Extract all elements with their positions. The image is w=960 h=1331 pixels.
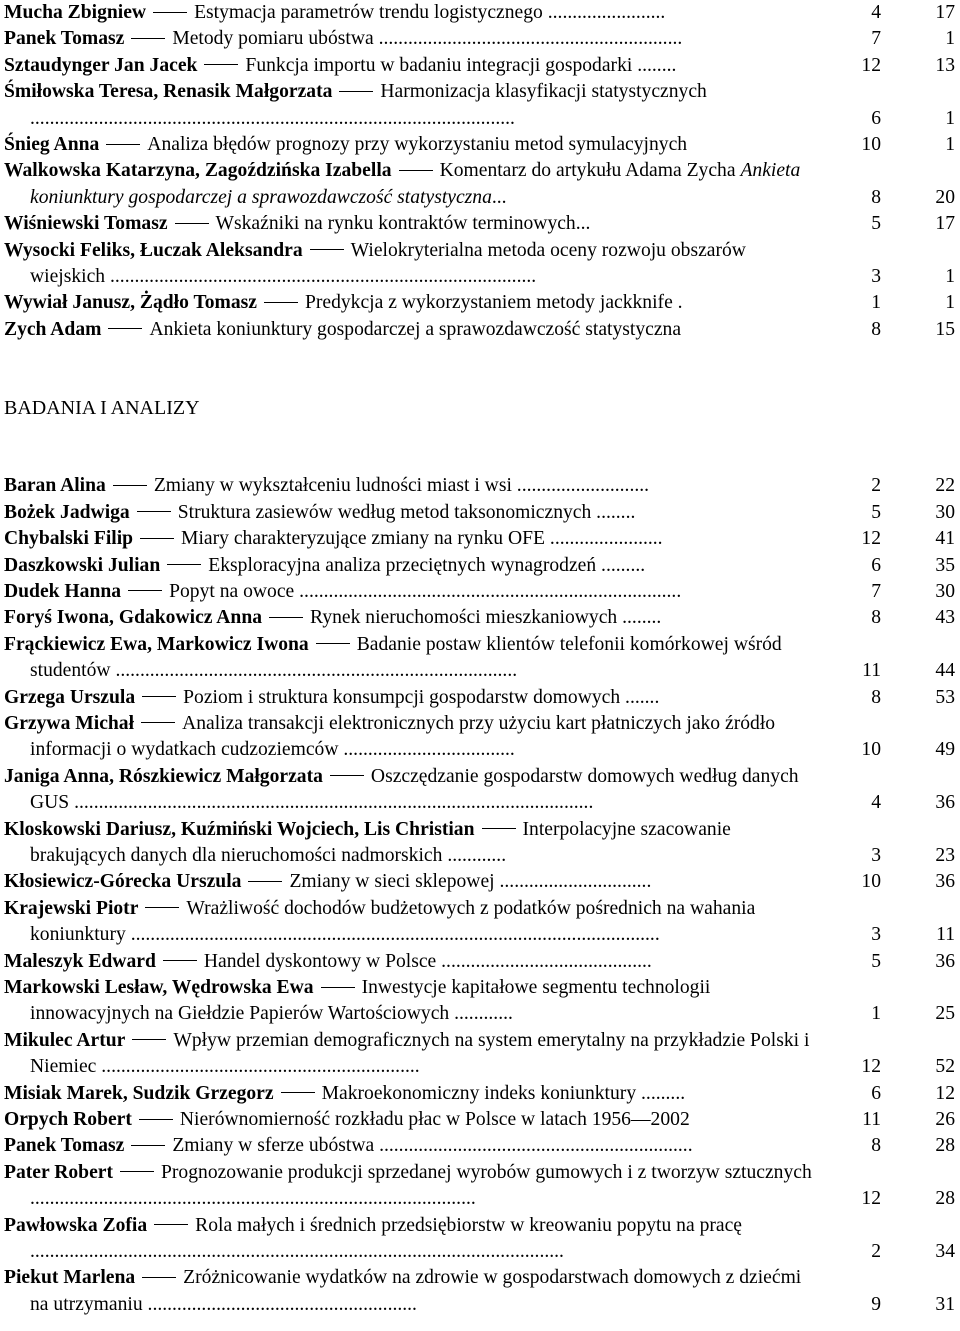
em-dash-separator [113, 485, 147, 486]
page-number: 53 [935, 686, 955, 708]
dot-leader: ........ [617, 607, 662, 629]
issue-number: 3 [871, 844, 881, 866]
entry-authors: Mikulec Artur [4, 1029, 126, 1051]
entry-text [4, 500, 820, 526]
entry-text [4, 869, 820, 895]
list-item [4, 869, 960, 895]
entry-authors: Śnieg Anna [4, 134, 100, 156]
issue-number: 6 [871, 1082, 881, 1104]
page-number: 25 [935, 1003, 955, 1025]
entry-title: Metody pomiaru ubóstwa [172, 28, 374, 50]
entry-title: Makroekonomiczny indeks koniunktury [321, 1082, 637, 1104]
issue-number: 4 [871, 792, 881, 814]
entry-text [4, 896, 820, 949]
em-dash-separator [399, 170, 433, 171]
page-number: 41 [935, 528, 955, 550]
page-number: 52 [935, 1056, 955, 1078]
entry-title: Popyt na owoce [169, 580, 295, 602]
entry-text [4, 1107, 820, 1133]
entry-authors: Bożek Jadwiga [4, 501, 130, 523]
em-dash-separator [142, 1277, 176, 1278]
issue-number: 10 [861, 134, 881, 156]
em-dash-separator [204, 64, 238, 65]
issue-number: 8 [871, 318, 881, 340]
em-dash-separator [482, 828, 516, 829]
dot-leader: ........................... [511, 475, 650, 497]
entry-text [4, 764, 820, 817]
entry-title: Badanie postaw klientów telefonii komórkowej wśród studentów [30, 633, 782, 682]
entry-text [4, 685, 820, 711]
entry-authors: Mucha Zbigniew [4, 2, 147, 23]
em-dash-separator [142, 696, 176, 697]
issue-number: 3 [871, 924, 881, 946]
entry-authors: Wywiał Janusz, Żądło Tomasz [4, 292, 257, 314]
entry-text [4, 1213, 820, 1266]
entry-title: Eksploracyjna analiza przeciętnych wynagrodzeń [208, 554, 597, 576]
dot-leader: ............ [442, 844, 507, 866]
dot-leader: .............................................................. [373, 28, 683, 50]
list-item [4, 0, 960, 26]
dot-leader: .......................................................................................................... [69, 792, 594, 814]
list-item [4, 1213, 960, 1266]
dot-leader: ... [491, 186, 507, 208]
list-item [4, 317, 960, 343]
entry-authors: Panek Tomasz [4, 1135, 125, 1157]
page-number: 11 [936, 924, 955, 946]
issue-number: 12 [861, 1188, 881, 1210]
list-item [4, 500, 960, 526]
article-list-top [0, 0, 960, 343]
page-number: 13 [935, 54, 955, 76]
page-number: 26 [935, 1109, 955, 1131]
entry-title: Miary charakteryzujące zmiany na rynku OFE [181, 528, 546, 550]
entry-title: Rynek nieruchomości mieszkaniowych [310, 607, 618, 629]
dot-leader: ........................................... [436, 950, 652, 972]
list-item [4, 579, 960, 605]
em-dash-separator [141, 722, 175, 723]
entry-authors: Panek Tomasz [4, 28, 125, 50]
entry-text [4, 158, 820, 211]
entry-text [4, 1133, 820, 1159]
entry-title: Komentarz do artykułu Adama Zycha [439, 160, 736, 182]
entry-authors: Zych Adam [4, 318, 102, 340]
dot-leader: ................................................................................................... [30, 107, 515, 129]
list-item [4, 526, 960, 552]
issue-number: 11 [862, 660, 881, 682]
list-item [4, 238, 960, 291]
page-number: 34 [935, 1241, 955, 1263]
entry-text [4, 579, 820, 605]
em-dash-separator [330, 775, 364, 776]
entry-text [4, 290, 820, 316]
entry-authors: Misiak Marek, Sudzik Grzegorz [4, 1082, 274, 1104]
entry-title: Wielokryterialna metoda oceny rozwoju obszarów wiejskich [30, 239, 746, 288]
entry-title: Interpolacyjne szacowanie brakujących danych dla nieruchomości nadmorskich [30, 818, 731, 866]
entry-text [4, 317, 820, 343]
entry-authors: Foryś Iwona, Gdakowicz Anna [4, 607, 263, 629]
entry-authors: Frąckiewicz Ewa, Markowicz Iwona [4, 633, 309, 655]
entry-text [4, 526, 820, 552]
issue-number: 7 [871, 580, 881, 602]
entry-text [4, 711, 820, 764]
entry-text [4, 211, 820, 237]
issue-number: 12 [861, 1056, 881, 1078]
page-number: 23 [935, 844, 955, 866]
issue-number: 8 [871, 607, 881, 629]
dot-leader: . [672, 292, 683, 314]
entry-authors: Wysocki Feliks, Łuczak Aleksandra [4, 239, 303, 261]
page-number: 1 [945, 292, 955, 314]
em-dash-separator [163, 960, 197, 961]
em-dash-separator [269, 617, 303, 618]
issue-number: 9 [871, 1293, 881, 1315]
list-item [4, 764, 960, 817]
entry-title: Prognozowanie produkcji sprzedanej wyrobów gumowych i z tworzyw sztucznych [161, 1161, 812, 1183]
page-number: 36 [935, 792, 955, 814]
dot-leader: ................................................................ [374, 1135, 693, 1157]
page-number: 36 [935, 871, 955, 893]
page-number: 44 [935, 660, 955, 682]
issue-number: 10 [861, 739, 881, 761]
list-item [4, 1107, 960, 1133]
em-dash-separator [145, 907, 179, 908]
entry-authors: Wiśniewski Tomasz [4, 213, 168, 235]
entry-title: Wpływ przemian demograficznych na system emerytalny na przykładzie Polski i Niemiec [30, 1029, 810, 1078]
dot-leader: ... [575, 213, 591, 235]
entry-title: Estymacja parametrów trendu logistycznego [194, 2, 543, 23]
entry-authors: Dudek Hanna [4, 580, 122, 602]
page-number: 31 [935, 1293, 955, 1315]
list-item [4, 290, 960, 316]
issue-number: 12 [861, 528, 881, 550]
list-item [4, 158, 960, 211]
dot-leader: ....................................................... [142, 1293, 417, 1315]
issue-number: 10 [861, 871, 881, 893]
em-dash-separator [120, 1171, 154, 1172]
list-item [4, 711, 960, 764]
em-dash-separator [339, 91, 373, 92]
entry-authors: Piekut Marlena [4, 1267, 136, 1289]
entry-text [4, 1265, 820, 1318]
dot-leader: ............................................................................................................ [125, 924, 660, 946]
entry-authors: Pawłowska Zofia [4, 1214, 148, 1236]
page-number: 30 [935, 501, 955, 523]
list-item [4, 26, 960, 52]
em-dash-separator [128, 590, 162, 591]
list-item [4, 1028, 960, 1081]
entry-authors: Pater Robert [4, 1161, 113, 1183]
dot-leader: ......... [596, 554, 646, 576]
entry-title: Predykcja z wykorzystaniem metody jackknife [304, 292, 673, 314]
issue-number: 8 [871, 686, 881, 708]
em-dash-separator [132, 1039, 166, 1040]
entry-title: Harmonizacja klasyfikacji statystycznych [380, 81, 707, 103]
page-number: 43 [935, 607, 955, 629]
entry-authors: Markowski Lesław, Wędrowska Ewa [4, 977, 314, 998]
entry-title: Zróżnicowanie wydatków na zdrowie w gospodarstwach domowych z dziećmi na utrzymaniu [30, 1267, 802, 1315]
em-dash-separator [131, 38, 165, 39]
dot-leader: ........................................................................................... [30, 1188, 476, 1210]
entry-title: Zmiany w wykształceniu ludności miast i wsi [153, 475, 512, 497]
list-item [4, 685, 960, 711]
entry-title: Nierównomierność rozkładu płac w Polsce w latach 1956—2002 [179, 1109, 690, 1131]
em-dash-separator [167, 564, 201, 565]
page-number: 28 [935, 1188, 955, 1210]
issue-number: 12 [861, 54, 881, 76]
entry-authors: Grzywa Michał [4, 712, 135, 734]
list-item [4, 605, 960, 631]
em-dash-separator [140, 538, 174, 539]
entry-authors: Krajewski Piotr [4, 897, 139, 919]
entry-title: Poziom i struktura konsumpcji gospodarstw domowych [183, 686, 621, 708]
entry-authors: Orpych Robert [4, 1109, 132, 1131]
list-item [4, 211, 960, 237]
entry-text [4, 473, 820, 499]
dot-leader: ......... [636, 1082, 686, 1104]
dot-leader: ........ [591, 501, 636, 523]
page-number: 1 [945, 266, 955, 288]
dot-leader: .................................................................................. [110, 660, 518, 682]
entry-text [4, 632, 820, 685]
entry-text [4, 1160, 820, 1213]
dot-leader: ....................................................................................... [105, 266, 537, 288]
entry-title: Inwestycje kapitałowe segmentu technologii innowacyjnych na Giełdzie Papierów Wartościowych [30, 977, 711, 1025]
entry-authors: Kloskowski Dariusz, Kuźmiński Wojciech, Lis Christian [4, 818, 475, 840]
entry-authors: Sztaudynger Jan Jacek [4, 54, 198, 76]
entry-title: Struktura zasiewów według metod taksonomicznych [177, 501, 592, 523]
page-number: 17 [935, 2, 955, 23]
issue-number: 2 [871, 475, 881, 497]
entry-title: Zmiany w sieci sklepowej [289, 871, 495, 893]
entry-title: Rola małych i średnich przedsiębiorstw w kreowaniu popytu na pracę [195, 1214, 742, 1236]
page-number: 12 [935, 1082, 955, 1104]
issue-number: 6 [871, 107, 881, 129]
em-dash-separator [108, 328, 142, 329]
issue-number: 1 [871, 1003, 881, 1025]
entry-title: Wrażliwość dochodów budżetowych z podatków pośrednich na wahania koniunktury [30, 897, 756, 946]
section-heading: BADANIA I ANALIZY [4, 397, 200, 420]
em-dash-separator [106, 144, 140, 145]
em-dash-separator [316, 643, 350, 644]
page-number: 22 [935, 475, 955, 497]
list-item [4, 949, 960, 975]
em-dash-separator [264, 302, 298, 303]
entry-text [4, 53, 820, 79]
entry-text [4, 949, 820, 975]
entry-text [4, 26, 820, 52]
entry-text [4, 132, 820, 158]
entry-authors: Śmiłowska Teresa, Renasik Małgorzata [4, 81, 333, 103]
page-number: 1 [945, 28, 955, 50]
list-item [4, 817, 960, 870]
list-item [4, 53, 960, 79]
dot-leader: ............................................................................................................. [30, 1241, 564, 1263]
list-item [4, 473, 960, 499]
dot-leader: ............ [449, 1003, 513, 1025]
entry-title: Wskaźniki na rynku kontraktów terminowych [215, 213, 576, 235]
dot-leader: ................................... [338, 739, 515, 761]
entry-authors: Daszkowski Julian [4, 554, 161, 576]
entry-text [4, 238, 820, 291]
issue-number: 5 [871, 950, 881, 972]
entry-title-cited: Ankieta koniunktury gospodarczej a sprawozdawczość statystyczna [30, 160, 801, 208]
dot-leader: ............................... [494, 871, 652, 893]
entry-text [4, 817, 820, 870]
issue-number: 8 [871, 1135, 881, 1157]
em-dash-separator [175, 223, 209, 224]
page-number: 15 [935, 318, 955, 340]
page-number: 20 [935, 186, 955, 208]
issue-number: 7 [871, 28, 881, 50]
issue-number: 11 [862, 1109, 881, 1131]
list-item [4, 632, 960, 685]
em-dash-separator [153, 12, 187, 13]
dot-leader: ........ [632, 54, 677, 76]
entry-title: Handel dyskontowy w Polsce [203, 950, 437, 972]
page-number: 1 [945, 107, 955, 129]
list-item [4, 1081, 960, 1107]
entry-authors: Grzega Urszula [4, 686, 136, 708]
list-item [4, 132, 960, 158]
entry-authors: Baran Alina [4, 475, 106, 497]
em-dash-separator [321, 987, 355, 988]
entry-text [4, 553, 820, 579]
dot-leader: ................................................................. [96, 1056, 420, 1078]
page-number: 1 [945, 134, 955, 156]
list-item [4, 1160, 960, 1213]
list-item [4, 896, 960, 949]
entry-text [4, 975, 820, 1028]
entry-title: Oszczędzanie gospodarstw domowych według danych GUS [30, 765, 799, 814]
page-number: 17 [935, 213, 955, 235]
list-item [4, 1265, 960, 1318]
entry-title: Ankieta koniunktury gospodarczej a sprawozdawczość statystyczna [149, 318, 682, 340]
issue-number: 4 [871, 2, 881, 23]
em-dash-separator [281, 1092, 315, 1093]
em-dash-separator [310, 249, 344, 250]
dot-leader: .............................................................................. [294, 580, 682, 602]
page-number: 28 [935, 1135, 955, 1157]
issue-number: 5 [871, 213, 881, 235]
entry-authors: Chybalski Filip [4, 528, 134, 550]
page-number: 49 [935, 739, 955, 761]
entry-authors: Janiga Anna, Rószkiewicz Małgorzata [4, 765, 323, 787]
page-number: 36 [935, 950, 955, 972]
em-dash-separator [154, 1224, 188, 1225]
entry-text [4, 1028, 820, 1081]
issue-number: 2 [871, 1241, 881, 1263]
issue-number: 3 [871, 266, 881, 288]
entry-title: Funkcja importu w badaniu integracji gospodarki [245, 54, 633, 76]
em-dash-separator [139, 1119, 173, 1120]
dot-leader: ....... [620, 686, 660, 708]
entry-authors: Kłosiewicz-Górecka Urszula [4, 871, 242, 893]
em-dash-separator [131, 1145, 165, 1146]
em-dash-separator [248, 881, 282, 882]
list-item [4, 553, 960, 579]
entry-text [4, 605, 820, 631]
entry-title: Analiza błędów prognozy przy wykorzystaniu metod symulacyjnych [147, 134, 688, 156]
list-item [4, 975, 960, 1028]
page-number: 30 [935, 580, 955, 602]
article-list-badania-i-analizy [0, 473, 960, 1318]
em-dash-separator [137, 511, 171, 512]
entry-text [4, 79, 820, 132]
page-number: 35 [935, 554, 955, 576]
entry-authors: Maleszyk Edward [4, 950, 156, 972]
entry-text [4, 0, 820, 26]
dot-leader: ........................ [542, 2, 666, 23]
dot-leader: ....................... [545, 528, 663, 550]
list-item [4, 79, 960, 132]
entry-title: Analiza transakcji elektronicznych przy użyciu kart płatniczych jako źródło informacji o wydatkach cudzoziemców [30, 712, 776, 761]
entry-text [4, 1081, 820, 1107]
entry-title: Zmiany w sferze ubóstwa [172, 1135, 375, 1157]
issue-number: 6 [871, 554, 881, 576]
entry-authors: Walkowska Katarzyna, Zagoździńska Izabella [4, 160, 392, 182]
list-item [4, 1133, 960, 1159]
issue-number: 1 [871, 292, 881, 314]
issue-number: 5 [871, 501, 881, 523]
issue-number: 8 [871, 186, 881, 208]
